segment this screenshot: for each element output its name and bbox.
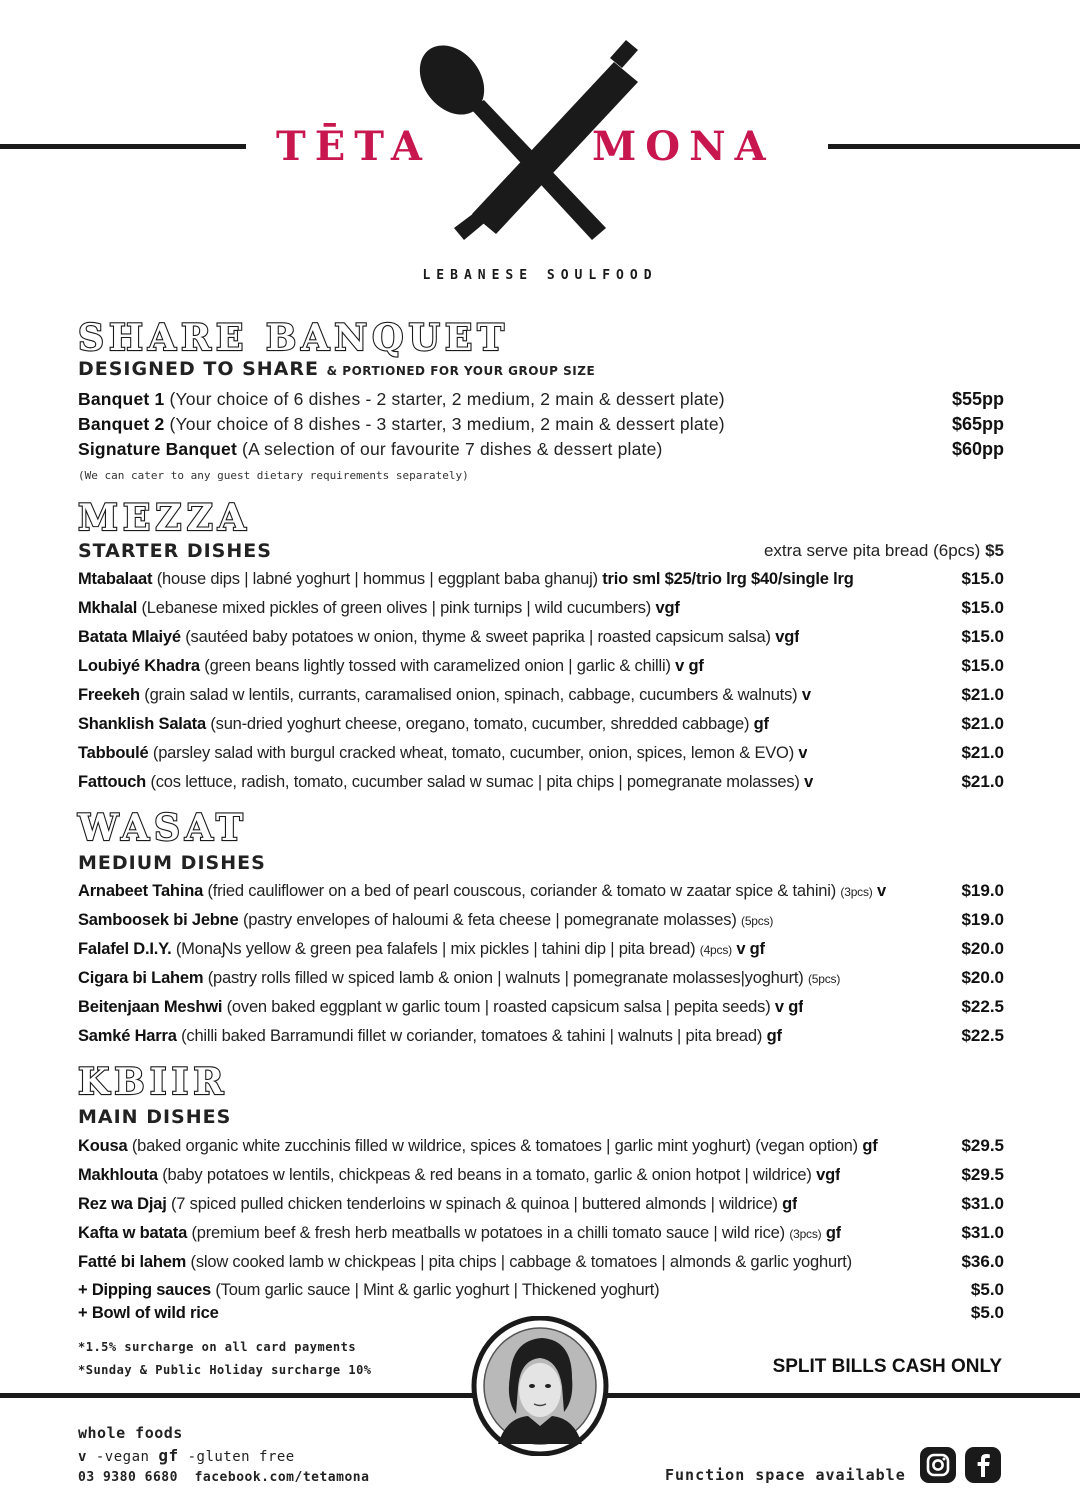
extra-pita-label: extra serve pita bread (6pcs) <box>763 541 981 560</box>
menu-item-price: $60pp <box>951 439 1004 459</box>
menu-item-dietary-tags: trio sml $25/trio lrg $40/single lrg <box>602 570 854 588</box>
menu-item-price: $21.0 <box>961 714 1004 733</box>
menu-item-description <box>78 686 811 705</box>
menu-item-details: (grain salad w lentils, currants, caramalised onion, spinach, cabbage, cucumbers & walnuts) <box>144 686 798 704</box>
section-title-banquet: SHARE BANQUET <box>78 317 510 359</box>
section-title-kbiir: KBIIR <box>78 1061 229 1103</box>
menu-item-price: $5.0 <box>970 1303 1004 1322</box>
menu-item-dietary-tags: gf <box>862 1137 878 1155</box>
menu-item-details: (house dips | labné yoghurt | hommus | eggplant baba ghanuj) <box>156 570 598 588</box>
menu-item-makhlouta <box>78 1165 1004 1189</box>
extra-pita-bread <box>764 541 1004 561</box>
menu-item-dietary-tags: vgf <box>775 628 800 646</box>
menu-item-details: (baby potatoes w lentils, chickpeas & red beans in a tomato, garlic & onion hotpot | wildrice) <box>162 1166 812 1184</box>
menu-item-price: $31.0 <box>961 1223 1004 1242</box>
menu-item-price: $20.0 <box>961 939 1004 958</box>
menu-item-name: Mkhalal <box>78 599 138 617</box>
menu-item-details: (Your choice of 8 dishes - 3 starter, 3 medium, 2 main & dessert plate) <box>169 414 725 434</box>
menu-item-details: (7 spiced pulled chicken tenderloins w spinach & quinoa | buttered almonds | wildrice) <box>170 1195 778 1213</box>
menu-item-batata-mlaiy <box>78 627 1004 651</box>
legend-gf-text: -gluten free <box>187 1449 295 1465</box>
menu-item-details: (baked organic white zucchinis filled w wildrice, spices & tomatoes | garlic mint yoghurt) (vegan option) <box>131 1137 858 1155</box>
menu-item-description <box>78 744 807 763</box>
menu-item-details: (sun-dried yoghurt cheese, oregano, tomato, cucumber, shredded cabbage) <box>210 715 750 733</box>
menu-item-price: $15.0 <box>961 656 1004 675</box>
menu-item-price: $15.0 <box>961 627 1004 646</box>
menu-item-details: (A selection of our favourite 7 dishes & dessert plate) <box>242 439 663 459</box>
menu-item-portion: (3pcs) <box>840 885 873 899</box>
menu-item-price: $31.0 <box>961 1194 1004 1213</box>
menu-item-beitenjaan-meshwi <box>78 997 1004 1021</box>
menu-item-description <box>78 940 765 959</box>
teta-portrait-icon <box>470 1316 610 1456</box>
banquet-subtitle: DESIGNED TO SHARE <box>78 358 319 380</box>
menu-item-description <box>78 773 813 792</box>
menu-item-name: Kafta w batata <box>78 1224 188 1242</box>
menu-item-details: (sautéed baby potatoes w onion, thyme & sweet paprika | roasted capsicum salsa) <box>185 628 771 646</box>
menu-item-banquet-1 <box>78 389 1004 413</box>
menu-item-details: (cos lettuce, radish, tomato, cucumber salad w sumac | pita chips | pomegranate molasses) <box>150 773 800 791</box>
menu-item-description <box>78 911 773 930</box>
instagram-icon[interactable] <box>920 1447 956 1483</box>
menu-item-fattouch <box>78 772 1004 796</box>
menu-item-dietary-tags: gf <box>753 715 769 733</box>
menu-item-name: Mtabalaat <box>78 570 153 588</box>
menu-item-details: (MonaƝs yellow & green pea falafels | mix pickles | tahini dip | pita bread) <box>175 940 696 958</box>
menu-item-description <box>78 439 663 460</box>
menu-item-price: $22.5 <box>961 1026 1004 1045</box>
menu-item-description <box>78 570 854 589</box>
menu-item-price: $21.0 <box>961 685 1004 704</box>
menu-item-dietary-tags: gf <box>766 1027 782 1045</box>
menu-item-price: $21.0 <box>961 772 1004 791</box>
menu-item-name: Arnabeet Tahina <box>78 882 204 900</box>
menu-item-banquet-2 <box>78 414 1004 438</box>
menu-item-samboosek-bi-jebne <box>78 910 1004 934</box>
menu-item-name: + Bowl of wild rice <box>78 1304 219 1322</box>
legend-gf: gf <box>158 1446 179 1465</box>
menu-item-name: Beitenjaan Meshwi <box>78 998 223 1016</box>
menu-item-details: (pastry rolls filled w spiced lamb & onion | walnuts | pomegranate molasses|yoghurt) <box>207 969 804 987</box>
menu-item-cigara-bi-lahem <box>78 968 1004 992</box>
section-subtitle-wasat: MEDIUM DISHES <box>78 852 266 874</box>
section-subtitle-mezza: STARTER DISHES <box>78 540 272 562</box>
menu-item-dietary-tags: v <box>804 773 814 791</box>
menu-item-name: Signature Banquet <box>78 439 237 459</box>
menu-item-dietary-tags: v <box>876 882 886 900</box>
menu-item-portion: (5pcs) <box>741 914 774 928</box>
card-surcharge-note: *1.5% surcharge on all card payments <box>78 1340 357 1354</box>
menu-item-name: Samboosek bi Jebne <box>78 911 239 929</box>
brand-tagline: LEBANESE SOULFOOD <box>422 268 658 283</box>
menu-item-dietary-tags: v <box>801 686 811 704</box>
menu-item-details: (green beans lightly tossed with caramelized onion | garlic & chilli) <box>204 657 671 675</box>
menu-item-portion: (5pcs) <box>808 972 841 986</box>
menu-item-rez-wa-djaj <box>78 1194 1004 1218</box>
menu-item-price: $19.0 <box>961 910 1004 929</box>
menu-item-tabboul <box>78 743 1004 767</box>
menu-item-details: (Lebanese mixed pickles of green olives | pink turnips | wild cucumbers) <box>141 599 652 617</box>
extra-pita-price: $5 <box>985 541 1004 560</box>
legend-v-text: -vegan <box>95 1449 150 1465</box>
banquet-dietary-note: (We can cater to any guest dietary requirements separately) <box>78 469 469 482</box>
menu-item-dietary-tags: v gf <box>736 940 765 958</box>
menu-item-shanklish-salata <box>78 714 1004 738</box>
menu-item-description <box>78 882 886 901</box>
menu-item-price: $36.0 <box>961 1252 1004 1271</box>
menu-item-description <box>78 1027 782 1046</box>
menu-item-dietary-tags: v gf <box>675 657 704 675</box>
menu-item-details: (fried cauliflower on a bed of pearl couscous, coriander & tomato w zaatar spice & tahini) <box>207 882 837 900</box>
menu-item-dietary-tags: vgf <box>816 1166 841 1184</box>
menu-item-name: Falafel D.I.Y. <box>78 940 172 958</box>
menu-item-portion: (4pcs) <box>699 943 732 957</box>
menu-item-name: Batata Mlaiyé <box>78 628 181 646</box>
brand-name-right: MONA <box>592 123 775 170</box>
menu-item-description <box>78 1304 219 1323</box>
menu-item-description <box>78 414 725 435</box>
menu-item-price: $65pp <box>951 414 1004 434</box>
menu-item-description <box>78 628 799 647</box>
menu-item-mtabalaat <box>78 569 1004 593</box>
menu-item-name: Loubiyé Khadra <box>78 657 200 675</box>
split-bills-note: SPLIT BILLS CASH ONLY <box>772 1356 1002 1377</box>
menu-item-description <box>78 1281 659 1300</box>
menu-item-details: (chilli baked Barramundi fillet w coriander, tomatoes & tahini | walnuts | pita bread) <box>181 1027 763 1045</box>
banquet-subtitle-small: & PORTIONED FOR YOUR GROUP SIZE <box>326 364 596 378</box>
menu-item-name: Banquet 1 <box>78 389 165 409</box>
menu-item-dietary-tags: vgf <box>655 599 680 617</box>
menu-item-signature-banquet <box>78 439 1004 463</box>
menu-item-price: $20.0 <box>961 968 1004 987</box>
header-rule-left <box>0 144 246 149</box>
menu-item-description <box>78 599 680 618</box>
menu-item-name: Makhlouta <box>78 1166 158 1184</box>
menu-item-name: Samké Harra <box>78 1027 177 1045</box>
menu-item-freekeh <box>78 685 1004 709</box>
menu-item-name: Freekeh <box>78 686 140 704</box>
menu-item-description <box>78 1137 878 1156</box>
section-subtitle-kbiir: MAIN DISHES <box>78 1106 232 1128</box>
menu-item-name: Fatté bi lahem <box>78 1253 187 1271</box>
menu-item-portion: (3pcs) <box>789 1227 822 1241</box>
menu-item-name: Banquet 2 <box>78 414 165 434</box>
menu-item-falafel-d-i-y <box>78 939 1004 963</box>
menu-item-description <box>78 998 803 1017</box>
menu-item-details: (pastry envelopes of haloumi & feta cheese | pomegranate molasses) <box>242 911 737 929</box>
menu-item-price: $15.0 <box>961 598 1004 617</box>
menu-item-name: + Dipping sauces <box>78 1281 211 1299</box>
menu-item-description <box>78 1166 840 1185</box>
menu-item-description <box>78 1253 852 1272</box>
menu-item-name: Tabboulé <box>78 744 149 762</box>
menu-item-price: $19.0 <box>961 881 1004 900</box>
menu-item-price: $15.0 <box>961 569 1004 588</box>
facebook-icon[interactable] <box>965 1447 1001 1483</box>
menu-item-details: (parsley salad with burgul cracked wheat, tomato, cucumber, onion, spices, lemon & EVO) <box>152 744 794 762</box>
menu-item-samk-harra <box>78 1026 1004 1050</box>
menu-item-name: Kousa <box>78 1137 128 1155</box>
menu-item-dietary-tags: v <box>798 744 808 762</box>
menu-item-price: $22.5 <box>961 997 1004 1016</box>
menu-item-description <box>78 389 725 410</box>
menu-item-loubiy-khadra <box>78 656 1004 680</box>
menu-item-name: Shanklish Salata <box>78 715 206 733</box>
whole-foods-label: whole foods <box>78 1424 183 1442</box>
menu-item-price: $21.0 <box>961 743 1004 762</box>
menu-item-price: $29.5 <box>961 1165 1004 1184</box>
menu-item-dietary-tags: v gf <box>774 998 804 1016</box>
menu-item-dietary-tags: gf <box>825 1224 842 1242</box>
menu-item-kafta-w-batata <box>78 1223 1004 1247</box>
menu-item-details: (premium beef & fresh herb meatballs w potatoes in a chilli tomato sauce | wild rice) <box>191 1224 785 1242</box>
menu-item-description <box>78 969 840 988</box>
menu-item-dietary-tags: gf <box>782 1195 798 1213</box>
section-title-mezza: MEZZA <box>78 497 251 539</box>
menu-item-details: (oven baked eggplant w garlic toum | roasted capsicum salsa | pepita seeds) <box>226 998 771 1016</box>
dietary-legend <box>78 1446 295 1465</box>
section-subtitle-banquet <box>78 358 595 380</box>
menu-item-dipping-sauces <box>78 1280 1004 1304</box>
legend-v: v <box>78 1449 87 1465</box>
function-space-note: Function space available <box>665 1466 906 1484</box>
menu-item-name: Fattouch <box>78 773 147 791</box>
contact-line: 03 9380 6680 facebook.com/tetamona <box>78 1470 370 1485</box>
menu-item-price: $5.0 <box>970 1280 1004 1299</box>
menu-item-description <box>78 657 704 676</box>
menu-item-price: $55pp <box>951 389 1004 409</box>
holiday-surcharge-note: *Sunday & Public Holiday surcharge 10% <box>78 1363 372 1377</box>
menu-item-details: (Toum garlic sauce | Mint & garlic yoghurt | Thickened yoghurt) <box>215 1281 660 1299</box>
header-rule-right <box>828 144 1080 149</box>
brand-name-left: TĒTA <box>276 123 431 170</box>
menu-item-description <box>78 1224 841 1243</box>
menu-item-name: Rez wa Djaj <box>78 1195 167 1213</box>
menu-item-name: Cigara bi Lahem <box>78 969 204 987</box>
section-title-wasat: WASAT <box>78 807 248 849</box>
menu-item-arnabeet-tahina <box>78 881 1004 905</box>
menu-item-fatt-bi-lahem <box>78 1252 1004 1276</box>
menu-item-details: (slow cooked lamb w chickpeas | pita chips | cabbage & tomatoes | almonds & garlic yoghurt) <box>190 1253 852 1271</box>
menu-item-mkhalal <box>78 598 1004 622</box>
menu-item-description <box>78 715 769 734</box>
menu-item-price: $29.5 <box>961 1136 1004 1155</box>
menu-item-details: (Your choice of 6 dishes - 2 starter, 2 medium, 2 main & dessert plate) <box>169 389 725 409</box>
menu-item-description <box>78 1195 797 1214</box>
menu-item-kousa <box>78 1136 1004 1160</box>
